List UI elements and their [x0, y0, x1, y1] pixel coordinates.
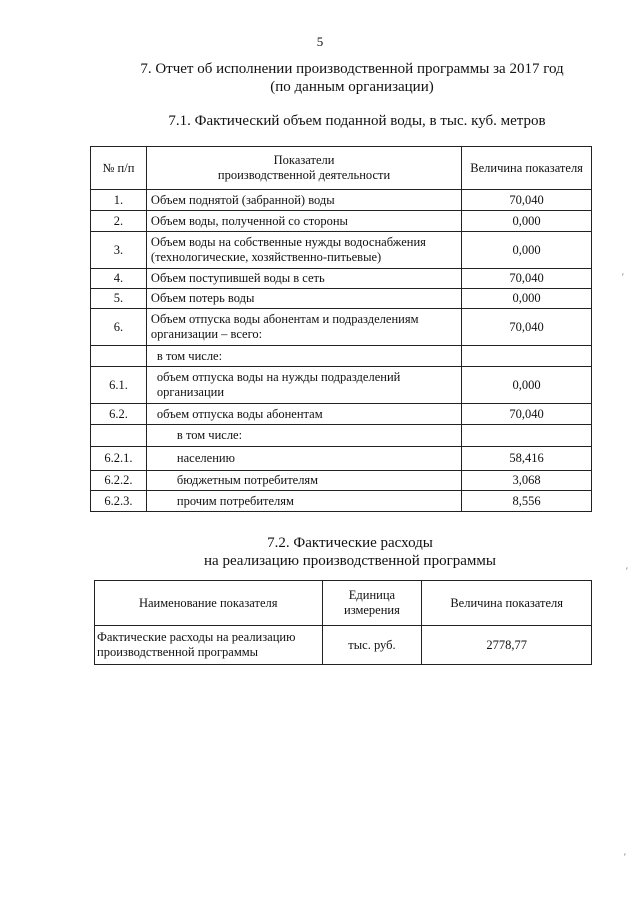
row-text: Объем воды, полученной со стороны: [146, 211, 461, 232]
row-text: населению: [146, 447, 461, 471]
row-value: 0,000: [462, 232, 592, 269]
row-num: 2.: [91, 211, 147, 232]
section-7-2-title-line1: 7.2. Фактические расходы: [267, 535, 433, 551]
row-num: 6.2.1.: [91, 447, 147, 471]
table-row: [91, 309, 592, 346]
table-row: [91, 425, 592, 447]
row-value: 58,416: [462, 447, 592, 471]
table-row: [91, 211, 592, 232]
table-row: [91, 269, 592, 289]
header-value: Величина показателя: [422, 581, 592, 626]
row-value: 70,040: [462, 190, 592, 211]
section-7-2-title: [30, 534, 640, 570]
header-indicator: [146, 147, 461, 190]
row-num: 1.: [91, 190, 147, 211]
table-row: [91, 289, 592, 309]
section-7-2-title-line2: на реализацию производственной программы: [204, 553, 496, 569]
header-unit-line2: измерения: [344, 603, 400, 617]
row-value: 0,000: [462, 289, 592, 309]
header-num: № п/п: [91, 147, 147, 190]
row-text: Объем воды на собственные нужды водоснабжения (технологические, хозяйственно-питьевые): [146, 232, 461, 269]
row-text: Объем поступившей воды в сеть: [146, 269, 461, 289]
page-number: 5: [316, 34, 324, 49]
section-7-title-line2: (по данным организации): [270, 79, 434, 95]
row-num: 6.1.: [91, 367, 147, 404]
header-unit: [322, 581, 422, 626]
row-num: 5.: [91, 289, 147, 309]
row-num: 4.: [91, 269, 147, 289]
water-volume-table: [90, 146, 592, 512]
row-num: [91, 346, 147, 367]
row-value: 0,000: [462, 367, 592, 404]
header-indicator-line2: производственной деятельности: [217, 168, 391, 182]
row-num: 6.: [91, 309, 147, 346]
scan-mark: ′: [624, 852, 626, 862]
header-name: Наименование показателя: [95, 581, 323, 626]
row-num: 6.2.2.: [91, 471, 147, 491]
row-value: 70,040: [462, 309, 592, 346]
row-value: 8,556: [462, 491, 592, 512]
row-value: 0,000: [462, 211, 592, 232]
row-num: 6.2.: [91, 404, 147, 425]
row-num: [91, 425, 147, 447]
row-text: прочим потребителям: [146, 491, 461, 512]
table-row: [95, 626, 592, 665]
row-text: объем отпуска воды на нужды подразделений организации: [146, 367, 461, 404]
section-7-title: [32, 60, 640, 96]
row-unit: тыс. руб.: [322, 626, 422, 665]
scan-mark: ′: [626, 566, 628, 576]
table-row: [91, 491, 592, 512]
row-value: [462, 425, 592, 447]
table-header-row: [91, 147, 592, 190]
table-row: [91, 346, 592, 367]
row-text: Объем поднятой (забранной) воды: [146, 190, 461, 211]
table-header-row: [95, 581, 592, 626]
section-7-title-line1: 7. Отчет об исполнении производственной программы за 2017 год: [140, 61, 564, 77]
table-row: [91, 471, 592, 491]
row-value: 70,040: [462, 404, 592, 425]
row-text: в том числе:: [146, 425, 461, 447]
header-value: Величина показателя: [462, 147, 592, 190]
table-row: [91, 190, 592, 211]
row-text: Объем потерь воды: [146, 289, 461, 309]
section-7-1-title: 7.1. Фактический объем поданной воды, в тыс. куб. метров: [168, 113, 546, 129]
row-num: 3.: [91, 232, 147, 269]
row-num: 6.2.3.: [91, 491, 147, 512]
scan-mark: ′: [622, 272, 624, 282]
table-row: [91, 367, 592, 404]
row-name: Фактические расходы на реализацию производственной программы: [95, 626, 323, 665]
row-value: 3,068: [462, 471, 592, 491]
row-text: объем отпуска воды абонентам: [146, 404, 461, 425]
row-text: в том числе:: [146, 346, 461, 367]
row-value: 2778,77: [422, 626, 592, 665]
table-row: [91, 232, 592, 269]
header-indicator-line1: Показатели: [273, 153, 335, 167]
table-row: [91, 404, 592, 425]
row-value: [462, 346, 592, 367]
row-text: бюджетным потребителям: [146, 471, 461, 491]
row-value: 70,040: [462, 269, 592, 289]
row-text: Объем отпуска воды абонентам и подразделениям организации – всего:: [146, 309, 461, 346]
expenses-table: [94, 580, 592, 665]
table-row: [91, 447, 592, 471]
header-unit-line1: Единица: [348, 588, 396, 602]
